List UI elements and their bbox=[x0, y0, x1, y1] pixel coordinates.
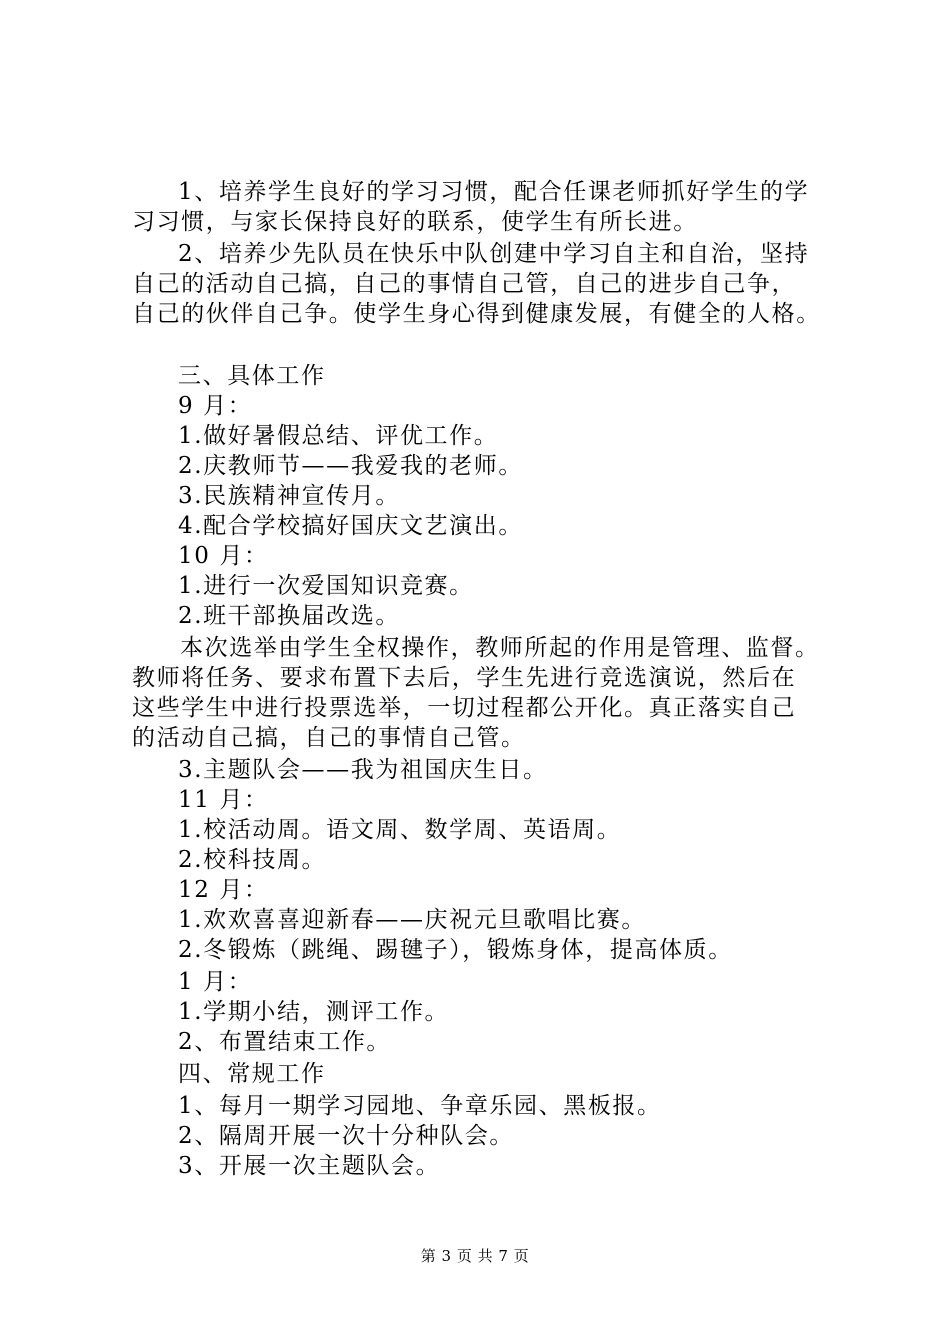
list-item: 4.配合学校搞好国庆文艺演出。 bbox=[178, 513, 523, 539]
list-item: 1.学期小结，测评工作。 bbox=[178, 999, 450, 1025]
list-item: 1.校活动周。语文周、数学周、英语周。 bbox=[178, 817, 622, 843]
month-label-september: 9 月： bbox=[178, 393, 253, 419]
list-item: 3.主题队会——我为祖国庆生日。 bbox=[178, 757, 548, 783]
election-note-line-3: 这些学生中进行投票选举，一切过程都公开化。真正落实自己 bbox=[132, 695, 797, 721]
paragraph-1-line-1: 1、培养学生良好的学习习惯，配合任课老师抓好学生的学 bbox=[178, 179, 810, 205]
paragraph-2-line-1: 2、培养少先队员在快乐中队创建中学习自主和自治，坚持 bbox=[178, 241, 810, 267]
section-4-heading: 四、常规工作 bbox=[178, 1061, 326, 1087]
section-3-heading: 三、具体工作 bbox=[178, 363, 326, 389]
list-item: 2.校科技周。 bbox=[178, 847, 327, 873]
paragraph-1-line-2: 习习惯，与家长保持良好的联系，使学生有所长进。 bbox=[132, 209, 698, 235]
list-item: 3、开展一次主题队会。 bbox=[178, 1153, 441, 1179]
list-item: 2.冬锻炼（跳绳、踢毽子），锻炼身体，提高体质。 bbox=[178, 937, 733, 963]
election-note-line-2: 教师将任务、要求布置下去后，学生先进行竞选演说，然后在 bbox=[132, 665, 797, 691]
list-item: 2、隔周开展一次十分种队会。 bbox=[178, 1123, 515, 1149]
list-item: 1.欢欢喜喜迎新春——庆祝元旦歌唱比赛。 bbox=[178, 907, 646, 933]
list-item: 3.民族精神宣传月。 bbox=[178, 483, 400, 509]
month-label-october: 10 月： bbox=[178, 543, 269, 569]
election-note-line-1: 本次选举由学生全权操作，教师所起的作用是管理、监督。 bbox=[180, 635, 820, 661]
list-item: 2.庆教师节——我爱我的老师。 bbox=[178, 453, 523, 479]
paragraph-2-line-2: 自己的活动自己搞，自己的事情自己管，自己的进步自己争， bbox=[132, 271, 797, 297]
paragraph-2-line-3: 自己的伙伴自己争。使学生身心得到健康发展，有健全的人格。 bbox=[132, 301, 821, 327]
election-note-line-4: 的活动自己搞，自己的事情自己管。 bbox=[132, 725, 526, 751]
month-label-november: 11 月： bbox=[178, 787, 269, 813]
list-item: 1.做好暑假总结、评优工作。 bbox=[178, 423, 499, 449]
list-item: 2、布置结束工作。 bbox=[178, 1029, 392, 1055]
list-item: 1.进行一次爱国知识竞赛。 bbox=[178, 573, 474, 599]
list-item: 2.班干部换届改选。 bbox=[178, 603, 400, 629]
list-item: 1、每月一期学习园地、争章乐园、黑板报。 bbox=[178, 1093, 662, 1119]
month-label-january: 1 月： bbox=[178, 969, 253, 995]
page-number-footer: 第 3 页 共 7 页 bbox=[420, 1247, 530, 1265]
month-label-december: 12 月： bbox=[178, 877, 269, 903]
